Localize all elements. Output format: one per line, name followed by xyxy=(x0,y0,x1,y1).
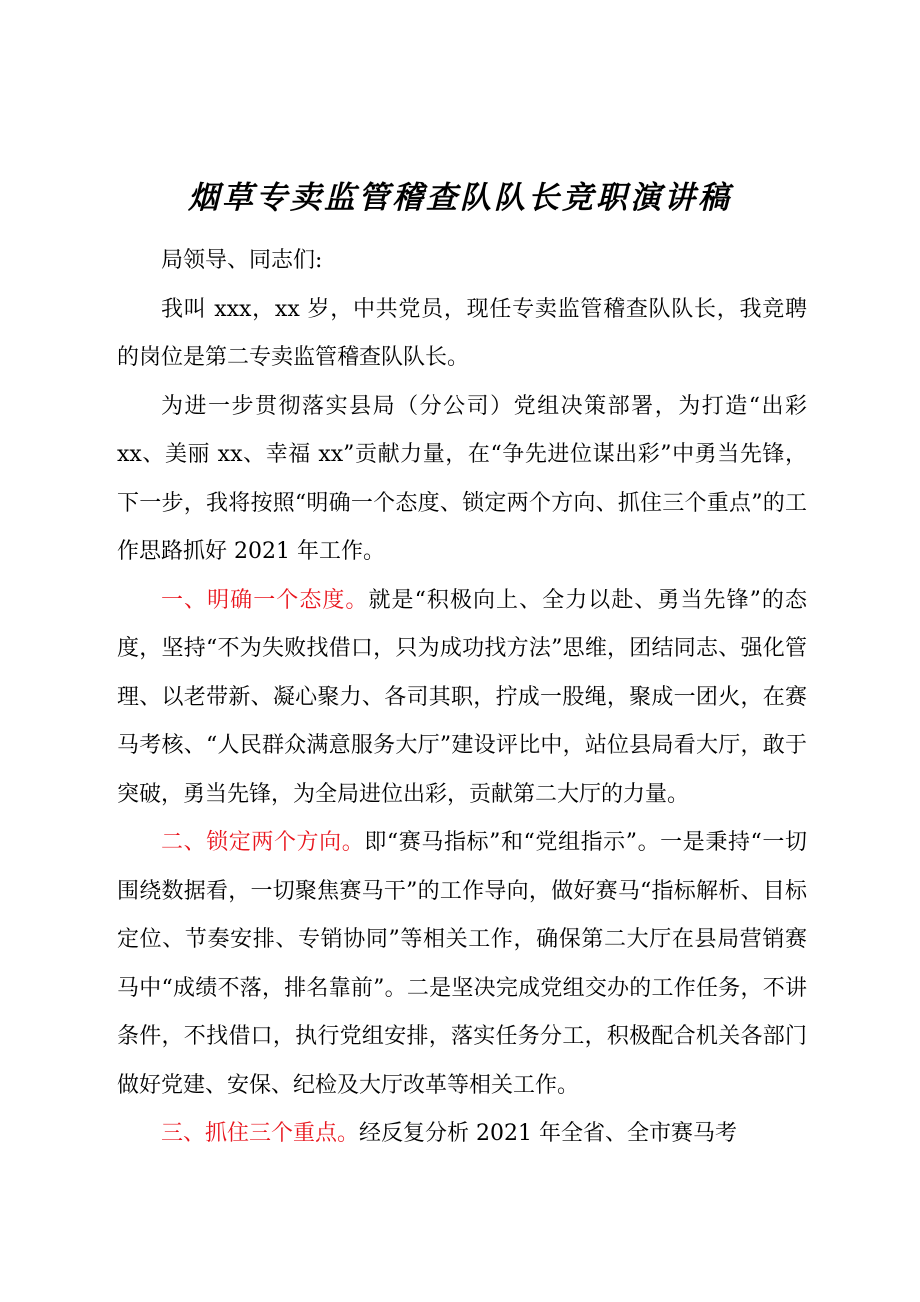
section-heading-3: 三、抓住三个重点。 xyxy=(161,1121,360,1146)
section-paragraph-2 xyxy=(117,819,807,1110)
section-body-3: 经反复分析 2021 年全省、全市赛马考 xyxy=(359,1121,737,1146)
section-body-1: 就是“积极向上、全力以赴、勇当先锋”的态度，坚持“不为失败找借口，只为成功找方法”思维，团结同志、强化管理、以老带新、凝心聚力、各司其职，拧成一股绳，聚成一团火，在赛马考核、“人民群众满意服务大厅”建设评比中，站位县局看大厅，敢于突破，勇当先锋，为全局进位出彩，贡献第二大厅的力量。 xyxy=(117,587,807,807)
section-paragraph-3 xyxy=(117,1110,807,1159)
document-title: 烟草专卖监管稽查队队长竞职演讲稿 xyxy=(188,180,732,216)
document-body xyxy=(117,237,807,1159)
section-paragraph-1 xyxy=(117,577,807,820)
intro-paragraph-1: 我叫 xxx，xx 岁，中共党员，现任专卖监管稽查队队长，我竞聘的岗位是第二专卖监管稽查队队长。 xyxy=(117,296,807,370)
intro-paragraph-2: 为进一步贯彻落实县局（分公司）党组决策部署，为打造“出彩 xx、美丽 xx、幸福 xx”贡献力量，在“争先进位谋出彩”中勇当先锋，下一步，我将按照“明确一个态度、锁定两个方向、抓住三个重点”的工作思路抓好 2021 年工作。 xyxy=(117,393,807,564)
greeting: 局领导、同志们: xyxy=(161,248,323,273)
section-heading-2: 二、锁定两个方向。 xyxy=(161,830,365,855)
section-heading-1: 一、明确一个态度。 xyxy=(161,587,369,613)
section-body-2: 即“赛马指标”和“党组指示”。一是秉持“一切围绕数据看，一切聚焦赛马干”的工作导向，做好赛马“指标解析、目标定位、节奏安排、专销协同”等相关工作，确保第二大厅在县局营销赛马中“成绩不落，排名靠前”。二是坚决完成党组交办的工作任务，不讲条件，不找借口，执行党组安排，落实任务分工，积极配合机关各部门做好党建、安保、纪检及大厅改革等相关工作。 xyxy=(117,830,807,1098)
